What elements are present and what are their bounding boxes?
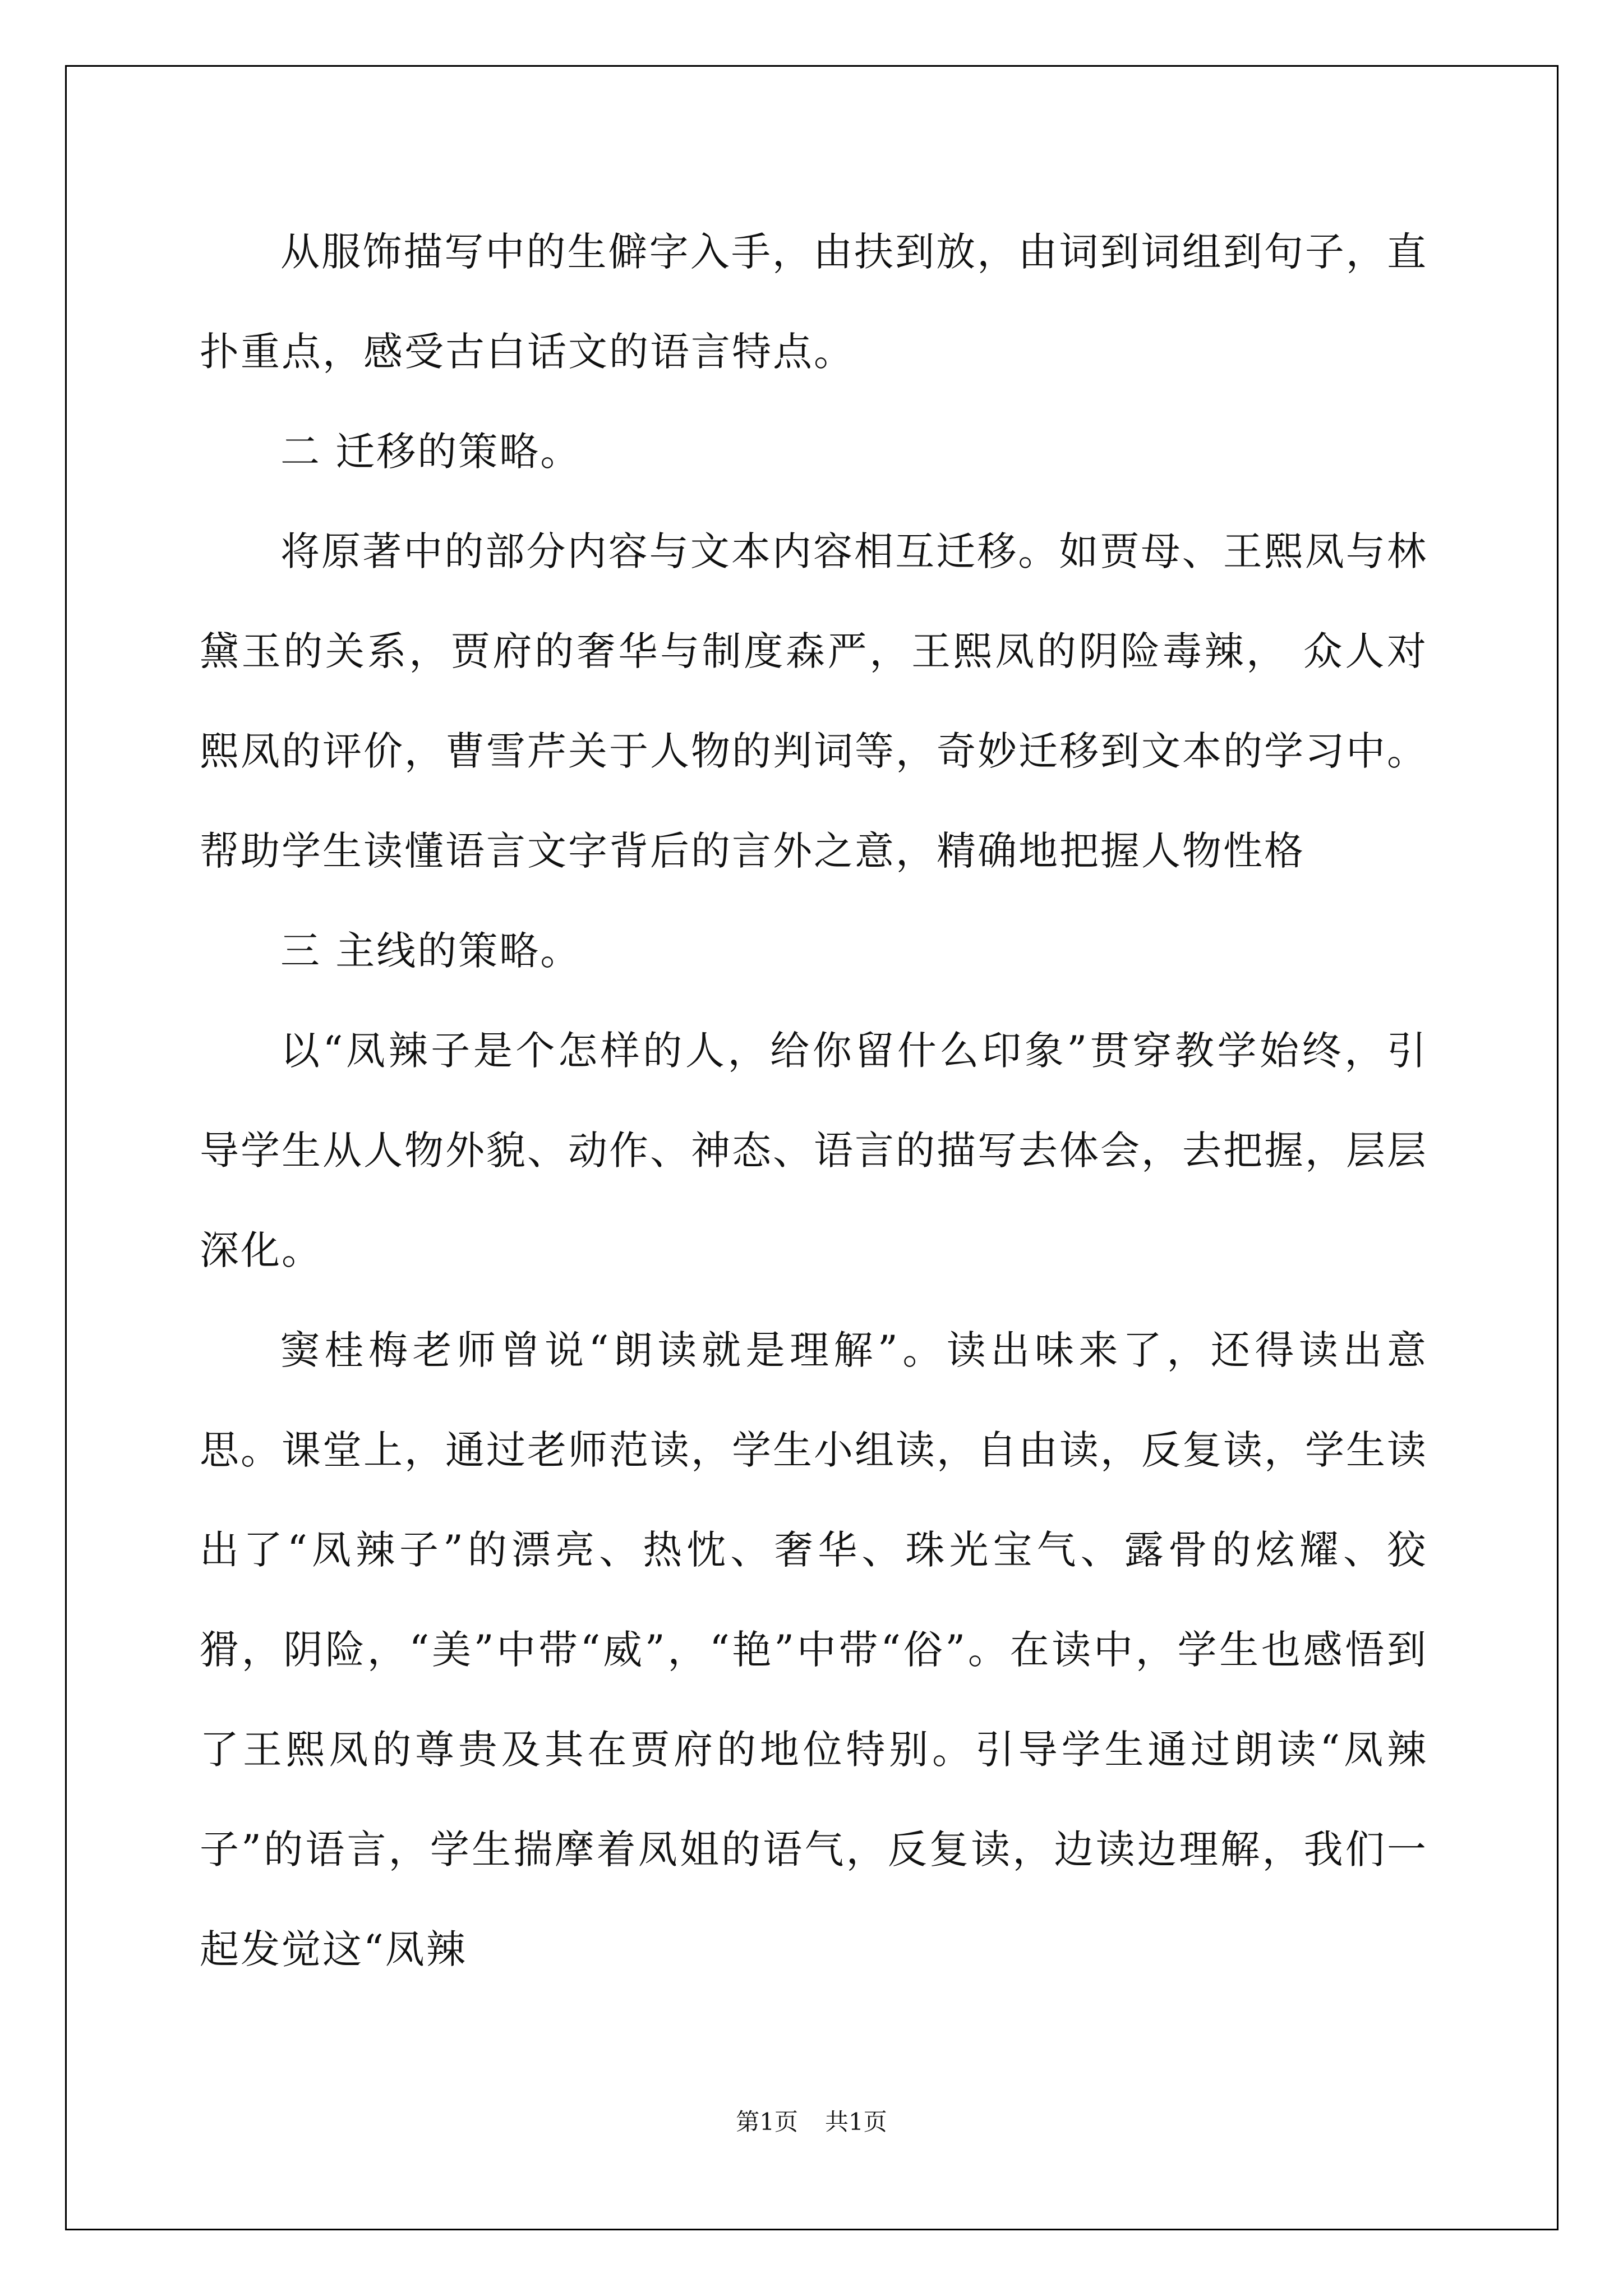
- paragraph-4-heading: 三 主线的策略。: [280, 928, 582, 974]
- paragraph-5: 以“凤辣子是个怎样的人，给你留什么印象”贯穿教学始终，引导学生从人物外貌、动作、神态、语言的描写去体会，去把握，层层深化。: [200, 1028, 1428, 1273]
- page-footer: [0, 2104, 1623, 2137]
- page-number: 第1页: [736, 2108, 798, 2136]
- paragraph-6: 窦桂梅老师曾说“朗读就是理解”。读出味来了，还得读出意思。课堂上，通过老师范读，学生小组读，自由读，反复读，学生读出了“凤辣子”的漂亮、热忱、奢华、珠光宝气、露骨的炫耀、狡猾，阴险，“美”中带“威”，“艳”中带“俗”。在读中，学生也感悟到了王熙凤的尊贵及其在贾府的地位特别。引导学生通过朗读“凤辣子”的语言，学生揣摩着凤姐的语气，反复读，边读边理解，我们一起发觉这“凤辣: [200, 1327, 1428, 1972]
- paragraph-1: 从服饰描写中的生僻字入手，由扶到放，由词到词组到句子，直扑重点，感受古白话文的语言特点。: [200, 229, 1428, 375]
- paragraph-2-heading: 二 迁移的策略。: [280, 429, 582, 475]
- paragraph-3: 将原著中的部分内容与文本内容相互迁移。如贾母、王熙凤与林黛玉的关系，贾府的奢华与制度森严，王熙凤的阴险毒辣， 众人对熙凤的评价，曹雪芹关于人物的判词等，奇妙迁移到文本的学习中。帮助学生读懂语言文字背后的言外之意，精确地把握人物性格: [200, 528, 1428, 874]
- page-total: 共1页: [825, 2108, 887, 2136]
- document-body: [200, 202, 1428, 1999]
